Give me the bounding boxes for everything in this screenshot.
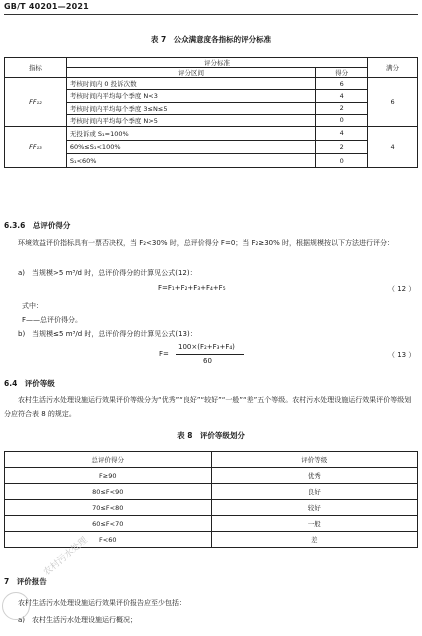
table7-score: 0 (316, 154, 368, 168)
watermark-logo (2, 592, 30, 620)
section-7-paragraph: 农村生活污水处理设施运行效果评价报告应至少包括： (18, 599, 186, 607)
table7-indicator-ff13: FF₁₃ (5, 127, 67, 168)
table7-interval: 无投诉或 S₁=100% (66, 127, 315, 141)
table8-score: F≥90 (5, 468, 212, 484)
section-7-heading: 7 评价报告 (4, 577, 47, 586)
table7-head-full: 满分 (368, 58, 418, 78)
table8-score: 70≤F<80 (5, 500, 212, 516)
table7-head-criteria: 评分标准 (66, 58, 367, 68)
table8-head-score: 总评价得分 (5, 452, 212, 468)
table7-interval: 考核时间内平均每个季度 N>5 (66, 114, 315, 126)
section-6-4-heading: 6.4 评价等级 (4, 379, 55, 388)
table7-score: 2 (316, 102, 368, 114)
watermark-text: 农村污水处理 (41, 535, 90, 578)
section-6-3-6-heading: 6.3.6 总评价得分 (4, 221, 71, 230)
formula-13-lhs: F= (159, 350, 169, 358)
table8-score: F<60 (5, 532, 212, 548)
table7-interval: 60%≤S₁<100% (66, 140, 315, 154)
table7-score: 4 (316, 90, 368, 102)
standard-number: GB/T 40201—2021 (4, 2, 89, 11)
section-6-3-6-paragraph: 环境效益评价指标具有一票否决权，当 F₂<30% 时，总评价得分 F=0；当 F₂≥30% 时，根据规模按以下方法进行评分： (18, 239, 394, 247)
where-label: 式中： (22, 302, 43, 310)
table7-score: 2 (316, 140, 368, 154)
table7-interval: S₁<60% (66, 154, 315, 168)
table7-interval: 考核时间内 0 投诉次数 (66, 78, 315, 90)
formula-12: F=F₁+F₂+F₃+F₄+F₅ (158, 284, 226, 292)
table7-head-indicator: 指标 (5, 58, 67, 78)
table8-grade: 差 (211, 532, 417, 548)
item-a: a) 当规模>5 m³/d 时，总评价得分的计算见公式(12)： (18, 269, 197, 277)
equation-number-12: （ 12 ） (388, 285, 416, 293)
table8-grade: 较好 (211, 500, 417, 516)
table7 (4, 57, 418, 168)
table8-head-grade: 评价等级 (211, 452, 417, 468)
equation-number-13: （ 13 ） (388, 351, 416, 359)
table7-score: 0 (316, 114, 368, 126)
table7-caption: 表 7 公众满意度各指标的评分标准 (150, 35, 272, 44)
table7-score: 6 (316, 78, 368, 90)
table8-score: 80≤F<90 (5, 484, 212, 500)
table8-caption: 表 8 评价等级划分 (177, 431, 245, 440)
table7-interval: 考核时间内平均每个季度 3≤N≤5 (66, 102, 315, 114)
table8-grade: 一般 (211, 516, 417, 532)
table7-head-interval: 评分区间 (66, 68, 315, 78)
fraction-bar (176, 354, 244, 355)
item-b: b) 当规模≤5 m³/d 时，总评价得分的计算见公式(13)： (18, 330, 197, 338)
table8-grade: 优秀 (211, 468, 417, 484)
table7-head-score: 得分 (316, 68, 368, 78)
table8-grade: 良好 (211, 484, 417, 500)
header-rule (4, 14, 418, 15)
section-6-4-paragraph: 农村生活污水处理设施运行效果评价等级分为“优秀”“良好”“较好”“一般”“差”五个等级。农村污水处理设施运行效果评价等级划分应符合表 8 的规定。 (4, 396, 412, 418)
formula-13-numerator: 100×(F₂+F₃+F₄) (178, 343, 235, 351)
table8-score: 60≤F<70 (5, 516, 212, 532)
variable-definition: F——总评价得分。 (22, 316, 83, 324)
table7-score: 4 (316, 127, 368, 141)
table7-full-ff13: 4 (368, 127, 418, 168)
formula-13-denominator: 60 (203, 357, 212, 365)
table7-indicator-ff12: FF₁₂ (5, 78, 67, 127)
table7-full-ff12: 6 (368, 78, 418, 127)
table8 (4, 451, 418, 548)
table7-interval: 考核时间内平均每个季度 N<3 (66, 90, 315, 102)
section-7-item-a: a) 农村生活污水处理设施运行概况； (18, 616, 138, 624)
